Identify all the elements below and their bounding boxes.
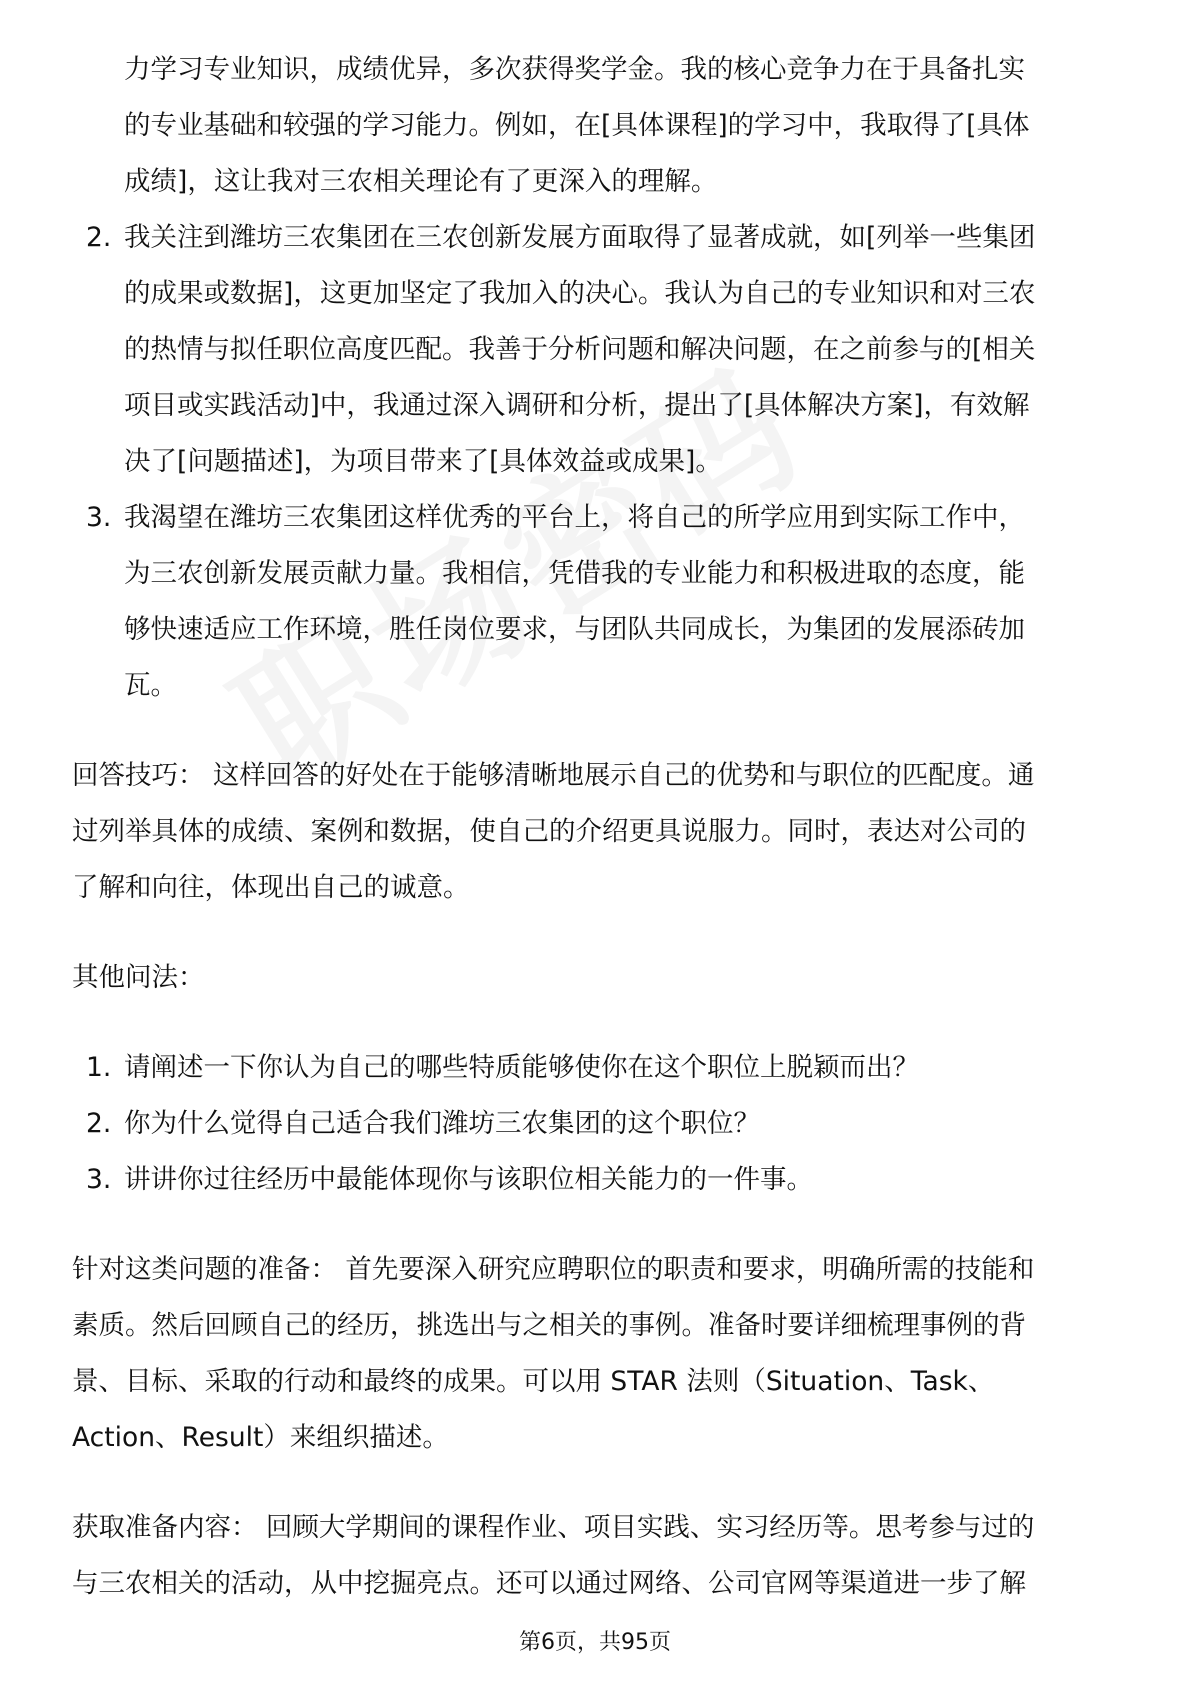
list-number: 3.	[86, 502, 112, 533]
list-number: 2.	[86, 1108, 112, 1139]
paragraph-line: 瓦。	[124, 670, 177, 701]
paragraph-line: 决了[问题描述]，为项目带来了[具体效益或成果]。	[124, 446, 722, 477]
paragraph-line: 的专业基础和较强的学习能力。例如，在[具体课程]的学习中，我取得了[具体	[124, 110, 1030, 141]
answer-item-1-continuation	[72, 42, 1127, 210]
paragraph-line: Action、Result）来组织描述。	[72, 1422, 449, 1453]
paragraph-line: 回答技巧： 这样回答的好处在于能够清晰地展示自己的优势和与职位的匹配度。通	[72, 760, 1035, 791]
paragraph-line: 针对这类问题的准备： 首先要深入研究应聘职位的职责和要求，明确所需的技能和	[72, 1254, 1035, 1285]
list-number: 2.	[86, 222, 112, 253]
question-text: 你为什么觉得自己适合我们潍坊三农集团的这个职位？	[124, 1108, 760, 1139]
other-question-3	[72, 1152, 1127, 1208]
paragraph-line: 我渴望在潍坊三农集团这样优秀的平台上，将自己的所学应用到实际工作中，	[124, 502, 1025, 533]
paragraph-line: 的热情与拟任职位高度匹配。我善于分析问题和解决问题，在之前参与的[相关	[124, 334, 1036, 365]
paragraph-line: 获取准备内容： 回顾大学期间的课程作业、项目实践、实习经历等。思考参与过的	[72, 1512, 1035, 1543]
paragraph-line: 过列举具体的成绩、案例和数据，使自己的介绍更具说服力。同时，表达对公司的	[72, 816, 1026, 847]
answer-item-3	[72, 490, 1127, 714]
answer-tips-paragraph	[72, 748, 1127, 916]
list-number: 1.	[86, 1052, 112, 1083]
paragraph-line: 的成果或数据]，这更加坚定了我加入的决心。我认为自己的专业知识和对三农	[124, 278, 1036, 309]
paragraph-line: 项目或实践活动]中，我通过深入调研和分析，提出了[具体解决方案]，有效解	[124, 390, 1030, 421]
question-text: 讲讲你过往经历中最能体现你与该职位相关能力的一件事。	[124, 1164, 813, 1195]
paragraph-line: 为三农创新发展贡献力量。我相信，凭借我的专业能力和积极进取的态度，能	[124, 558, 1025, 589]
materials-paragraph	[72, 1500, 1127, 1612]
page-content	[72, 42, 1127, 1612]
list-number: 3.	[86, 1164, 112, 1195]
paragraph-line: 景、目标、采取的行动和最终的成果。可以用 STAR 法则（Situation、Task、	[72, 1366, 995, 1397]
paragraph-line: 与三农相关的活动，从中挖掘亮点。还可以通过网络、公司官网等渠道进一步了解	[72, 1568, 1026, 1599]
other-question-2	[72, 1096, 1127, 1152]
answer-item-2	[72, 210, 1127, 490]
other-questions-heading: 其他问法：	[72, 962, 205, 993]
paragraph-line: 成绩]，这让我对三农相关理论有了更深入的理解。	[124, 166, 718, 197]
page-number-footer: 第6页，共95页	[519, 1630, 671, 1655]
paragraph-line: 够快速适应工作环境，胜任岗位要求，与团队共同成长，为集团的发展添砖加	[124, 614, 1025, 645]
paragraph-line: 我关注到潍坊三农集团在三农创新发展方面取得了显著成就，如[列举一些集团	[124, 222, 1036, 253]
other-question-1	[72, 1040, 1127, 1096]
preparation-paragraph	[72, 1242, 1127, 1466]
paragraph-line: 了解和向往，体现出自己的诚意。	[72, 872, 470, 903]
question-text: 请阐述一下你认为自己的哪些特质能够使你在这个职位上脱颖而出？	[124, 1052, 919, 1083]
paragraph-line: 素质。然后回顾自己的经历，挑选出与之相关的事例。准备时要详细梳理事例的背	[72, 1310, 1026, 1341]
paragraph-line: 力学习专业知识，成绩优异，多次获得奖学金。我的核心竞争力在于具备扎实	[124, 54, 1025, 85]
